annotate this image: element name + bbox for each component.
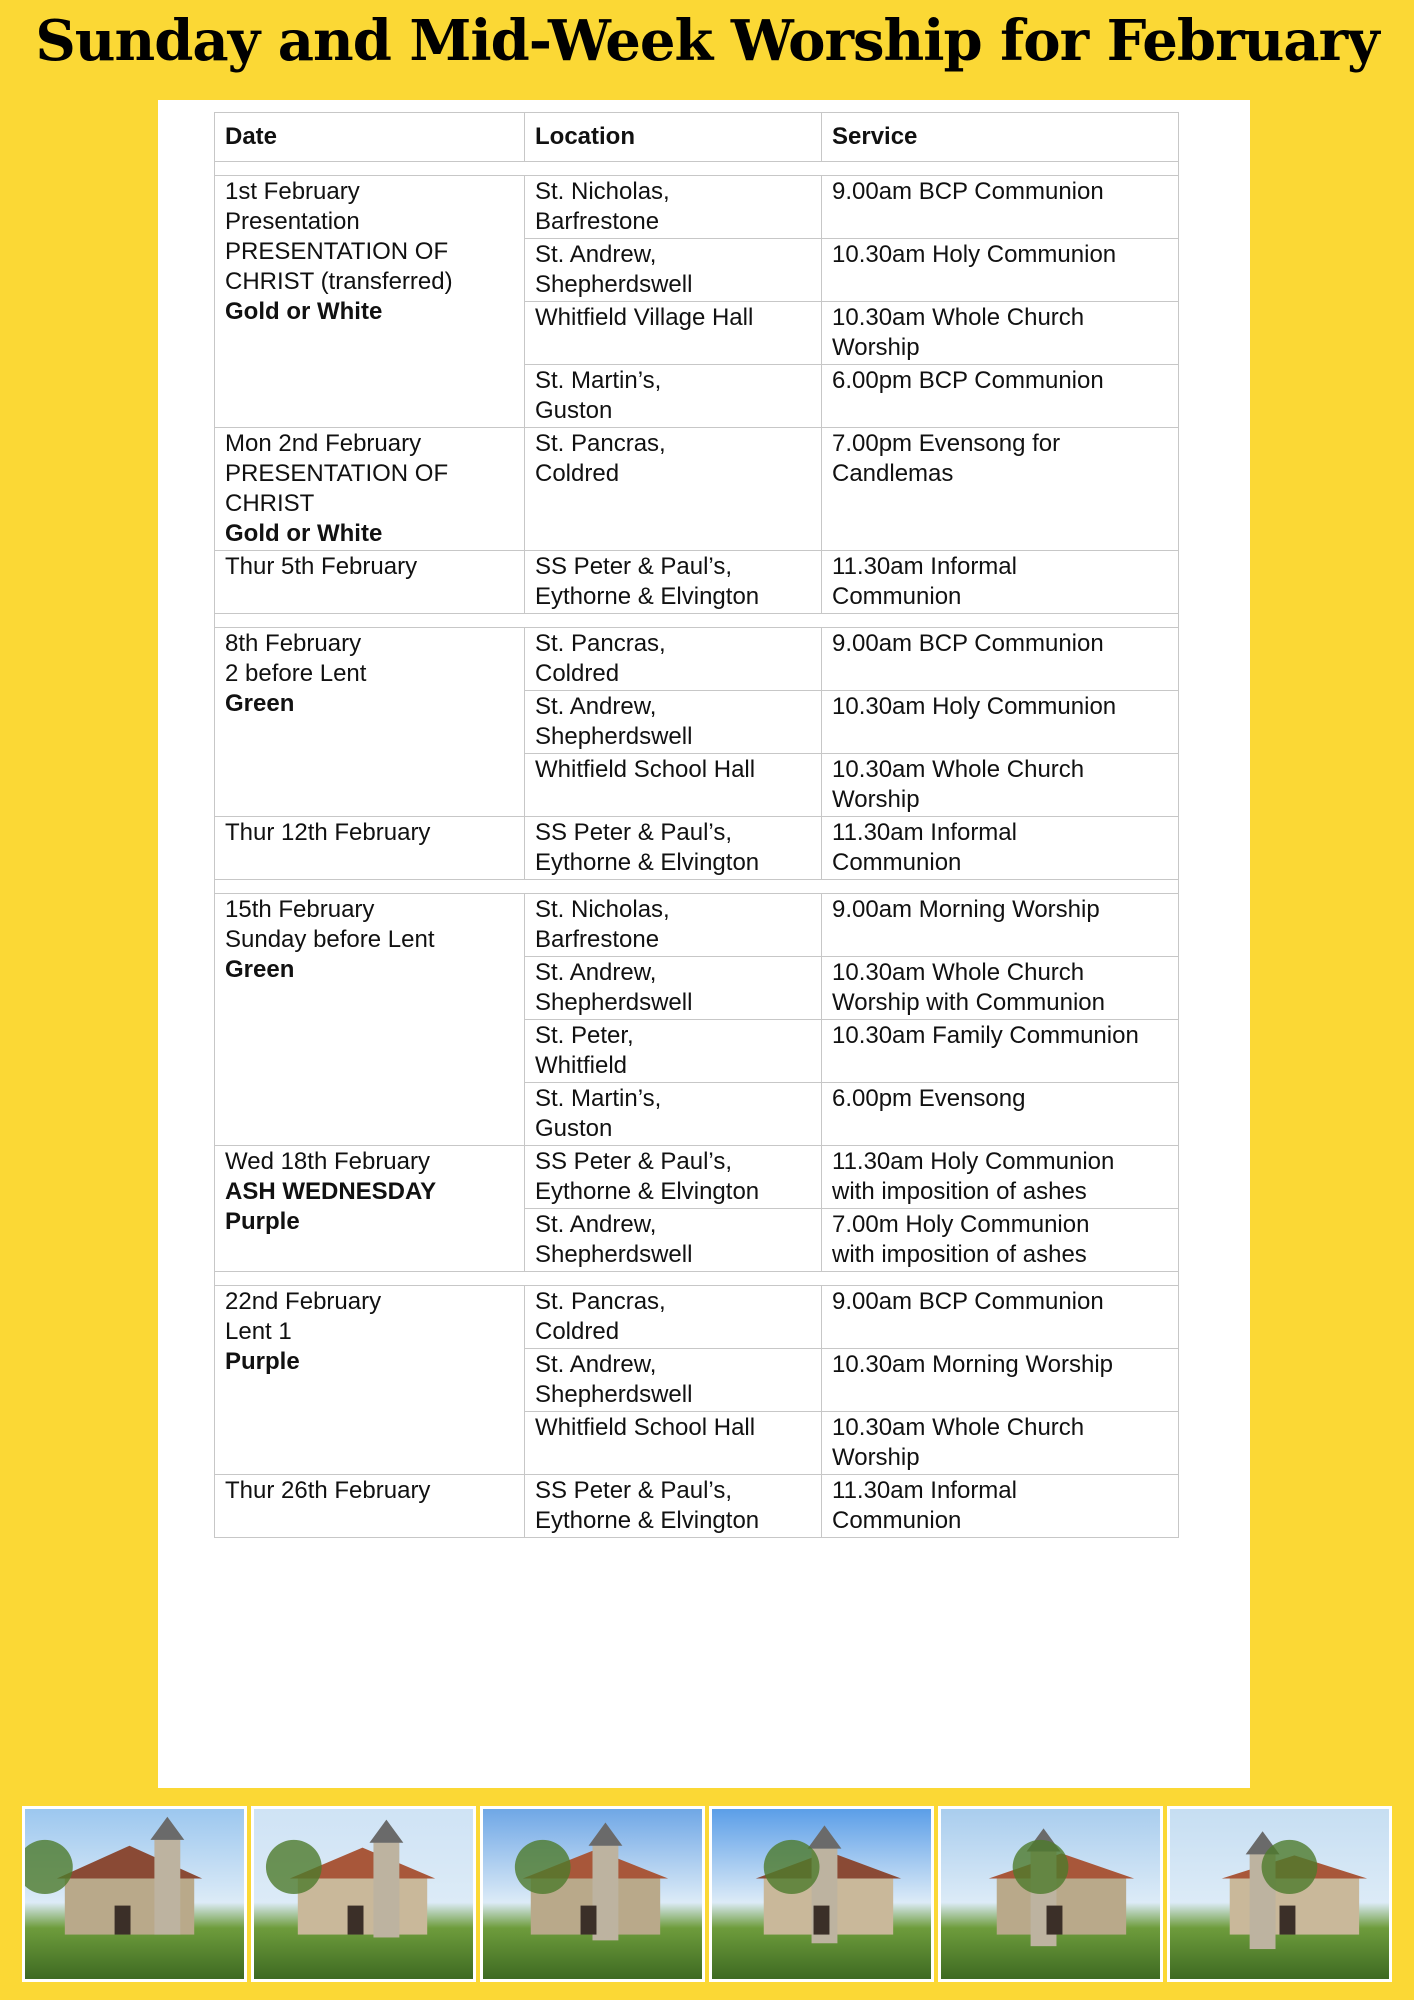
service-line: 10.30am Holy Communion bbox=[832, 241, 1117, 268]
church-illustration bbox=[254, 1809, 473, 1979]
location-cell bbox=[525, 1475, 822, 1538]
location-line: St. Nicholas, bbox=[535, 178, 670, 205]
church-photo-5 bbox=[938, 1806, 1163, 1982]
date-line: 8th February bbox=[225, 630, 362, 657]
service-line: 6.00pm Evensong bbox=[832, 1085, 1026, 1112]
church-photo-3 bbox=[480, 1806, 705, 1982]
page-title: Sunday and Mid-Week Worship for February bbox=[35, 8, 1379, 74]
service-line: 7.00m Holy Communion bbox=[832, 1211, 1090, 1238]
church-photo-4 bbox=[709, 1806, 934, 1982]
location-cell bbox=[525, 302, 822, 365]
location-cell bbox=[525, 551, 822, 614]
spacer-cell bbox=[215, 880, 1179, 894]
service-cell bbox=[822, 1209, 1179, 1272]
location-cell bbox=[525, 365, 822, 428]
service-line: with imposition of ashes bbox=[832, 1241, 1087, 1268]
location-cell bbox=[525, 957, 822, 1020]
church-door bbox=[581, 1906, 597, 1935]
location-line: Eythorne & Elvington bbox=[535, 849, 760, 876]
tree bbox=[764, 1840, 820, 1894]
spacer-cell bbox=[215, 614, 1179, 628]
schedule-row bbox=[215, 1475, 1179, 1538]
location-cell bbox=[525, 817, 822, 880]
date-line: PRESENTATION OF bbox=[225, 460, 449, 487]
spacer-row bbox=[215, 162, 1179, 176]
location-column-header: Location bbox=[525, 113, 822, 162]
location-cell bbox=[525, 1286, 822, 1349]
location-line: St. Pancras, bbox=[535, 1288, 666, 1315]
service-cell bbox=[822, 176, 1179, 239]
schedule-panel bbox=[158, 100, 1250, 1788]
location-cell bbox=[525, 1412, 822, 1475]
service-cell bbox=[822, 754, 1179, 817]
service-cell bbox=[822, 239, 1179, 302]
location-line: Barfrestone bbox=[535, 208, 660, 235]
date-cell bbox=[215, 894, 525, 1146]
location-line: St. Pancras, bbox=[535, 430, 666, 457]
date-line: PRESENTATION OF bbox=[225, 238, 449, 265]
date-line: Thur 26th February bbox=[225, 1477, 431, 1504]
location-line: Guston bbox=[535, 397, 613, 424]
location-line: Coldred bbox=[535, 1318, 620, 1345]
location-cell bbox=[525, 1146, 822, 1209]
tree bbox=[515, 1840, 571, 1894]
date-line: Sunday before Lent bbox=[225, 926, 435, 953]
service-cell bbox=[822, 628, 1179, 691]
date-line: Thur 12th February bbox=[225, 819, 431, 846]
location-line: Shepherdswell bbox=[535, 1381, 693, 1408]
spacer-row bbox=[215, 880, 1179, 894]
service-line: Worship with Communion bbox=[832, 989, 1105, 1016]
service-line: 10.30am Whole Church bbox=[832, 304, 1085, 331]
tower-spire bbox=[589, 1823, 623, 1846]
date-line: CHRIST (transferred) bbox=[225, 268, 453, 295]
tree bbox=[266, 1840, 322, 1894]
service-line: 11.30am Holy Communion bbox=[832, 1148, 1115, 1175]
service-cell bbox=[822, 1020, 1179, 1083]
service-line: 9.00am BCP Communion bbox=[832, 178, 1104, 205]
service-cell bbox=[822, 894, 1179, 957]
liturgical-colour: Gold or White bbox=[225, 520, 383, 547]
location-line: Eythorne & Elvington bbox=[535, 583, 760, 610]
tower-spire bbox=[150, 1817, 184, 1840]
location-line: Coldred bbox=[535, 460, 620, 487]
location-line: Shepherdswell bbox=[535, 723, 693, 750]
service-line: 11.30am Informal bbox=[832, 553, 1017, 580]
date-column-header: Date bbox=[215, 113, 525, 162]
service-cell bbox=[822, 365, 1179, 428]
date-cell bbox=[215, 176, 525, 428]
schedule-row bbox=[215, 817, 1179, 880]
location-line: St. Andrew, bbox=[535, 693, 657, 720]
service-cell bbox=[822, 1349, 1179, 1412]
church-tower bbox=[154, 1838, 180, 1935]
location-line: Guston bbox=[535, 1115, 613, 1142]
location-cell bbox=[525, 428, 822, 551]
date-cell bbox=[215, 628, 525, 817]
service-line: 6.00pm BCP Communion bbox=[832, 367, 1104, 394]
service-cell bbox=[822, 1412, 1179, 1475]
date-line: Lent 1 bbox=[225, 1318, 292, 1345]
location-line: St. Andrew, bbox=[535, 1351, 657, 1378]
service-cell bbox=[822, 957, 1179, 1020]
service-cell bbox=[822, 302, 1179, 365]
service-line: 9.00am BCP Communion bbox=[832, 630, 1104, 657]
location-line: St. Martin’s, bbox=[535, 1085, 662, 1112]
location-line: SS Peter & Paul’s, bbox=[535, 1477, 732, 1504]
service-cell bbox=[822, 1146, 1179, 1209]
location-line: Whitfield School Hall bbox=[535, 1414, 756, 1441]
location-cell bbox=[525, 894, 822, 957]
church-illustration bbox=[25, 1809, 244, 1979]
service-column-header: Service bbox=[822, 113, 1179, 162]
schedule-row bbox=[215, 628, 1179, 691]
schedule-row bbox=[215, 894, 1179, 957]
location-line: Whitfield School Hall bbox=[535, 756, 756, 783]
table-header-row bbox=[215, 113, 1179, 162]
service-line: Worship bbox=[832, 786, 920, 813]
church-illustration bbox=[712, 1809, 931, 1979]
worship-schedule-table bbox=[214, 112, 1179, 1538]
service-line: Communion bbox=[832, 849, 962, 876]
service-cell bbox=[822, 1083, 1179, 1146]
tree bbox=[1013, 1840, 1069, 1894]
location-line: St. Andrew, bbox=[535, 959, 657, 986]
date-line: 2 before Lent bbox=[225, 660, 367, 687]
church-door bbox=[1280, 1906, 1296, 1935]
service-line: 11.30am Informal bbox=[832, 819, 1017, 846]
church-photo-6 bbox=[1167, 1806, 1392, 1982]
service-line: Candlemas bbox=[832, 460, 954, 487]
liturgical-colour: Purple bbox=[225, 1348, 300, 1375]
location-cell bbox=[525, 754, 822, 817]
service-line: 7.00pm Evensong for bbox=[832, 430, 1061, 457]
location-line: SS Peter & Paul’s, bbox=[535, 819, 732, 846]
location-line: Shepherdswell bbox=[535, 989, 693, 1016]
liturgical-colour: Purple bbox=[225, 1208, 300, 1235]
service-cell bbox=[822, 1286, 1179, 1349]
location-cell bbox=[525, 239, 822, 302]
schedule-row bbox=[215, 1146, 1179, 1209]
date-cell bbox=[215, 1146, 525, 1272]
location-line: St. Andrew, bbox=[535, 241, 657, 268]
schedule-row bbox=[215, 176, 1179, 239]
date-line: Wed 18th February bbox=[225, 1148, 430, 1175]
service-line: 10.30am Morning Worship bbox=[832, 1351, 1114, 1378]
date-cell bbox=[215, 1286, 525, 1475]
service-cell bbox=[822, 691, 1179, 754]
date-cell bbox=[215, 428, 525, 551]
liturgical-colour: Gold or White bbox=[225, 298, 383, 325]
church-door bbox=[115, 1906, 131, 1935]
date-cell bbox=[215, 551, 525, 614]
location-cell bbox=[525, 628, 822, 691]
location-cell bbox=[525, 1083, 822, 1146]
schedule-row bbox=[215, 551, 1179, 614]
service-line: 10.30am Whole Church bbox=[832, 756, 1085, 783]
church-illustration bbox=[1170, 1809, 1389, 1979]
location-line: SS Peter & Paul’s, bbox=[535, 553, 732, 580]
tower-spire bbox=[369, 1820, 403, 1843]
church-illustration bbox=[483, 1809, 702, 1979]
church-photo-1 bbox=[22, 1806, 247, 1982]
service-line: 10.30am Holy Communion bbox=[832, 693, 1117, 720]
service-line: Worship bbox=[832, 1444, 920, 1471]
service-line: 9.00am Morning Worship bbox=[832, 896, 1100, 923]
church-door bbox=[1047, 1906, 1063, 1935]
schedule-row bbox=[215, 428, 1179, 551]
date-line: Thur 5th February bbox=[225, 553, 418, 580]
date-line: CHRIST bbox=[225, 490, 315, 517]
service-line: 10.30am Family Communion bbox=[832, 1022, 1139, 1049]
service-line: Worship bbox=[832, 334, 920, 361]
liturgical-colour: Green bbox=[225, 956, 295, 983]
date-line: Mon 2nd February bbox=[225, 430, 422, 457]
spacer-cell bbox=[215, 1272, 1179, 1286]
liturgical-colour: Green bbox=[225, 690, 295, 717]
date-line: 15th February bbox=[225, 896, 375, 923]
service-line: 10.30am Whole Church bbox=[832, 959, 1085, 986]
location-cell bbox=[525, 691, 822, 754]
location-line: Whitfield bbox=[535, 1052, 628, 1079]
location-line: St. Nicholas, bbox=[535, 896, 670, 923]
church-photo-2 bbox=[251, 1806, 476, 1982]
location-line: Coldred bbox=[535, 660, 620, 687]
location-cell bbox=[525, 1209, 822, 1272]
location-line: St. Martin’s, bbox=[535, 367, 662, 394]
spacer-row bbox=[215, 1272, 1179, 1286]
service-cell bbox=[822, 1475, 1179, 1538]
service-line: 9.00am BCP Communion bbox=[832, 1288, 1104, 1315]
church-photo-strip bbox=[22, 1806, 1392, 1982]
church-door bbox=[814, 1906, 830, 1935]
tower-spire bbox=[808, 1825, 842, 1848]
location-line: Whitfield Village Hall bbox=[535, 304, 754, 331]
observance-label: ASH WEDNESDAY bbox=[225, 1178, 437, 1205]
date-cell bbox=[215, 817, 525, 880]
service-line: Communion bbox=[832, 1507, 962, 1534]
location-cell bbox=[525, 1349, 822, 1412]
service-line: Communion bbox=[832, 583, 962, 610]
location-line: St. Peter, bbox=[535, 1022, 634, 1049]
location-line: St. Pancras, bbox=[535, 630, 666, 657]
church-door bbox=[348, 1906, 364, 1935]
service-cell bbox=[822, 817, 1179, 880]
location-line: Eythorne & Elvington bbox=[535, 1507, 760, 1534]
location-line: Shepherdswell bbox=[535, 1241, 693, 1268]
location-line: St. Andrew, bbox=[535, 1211, 657, 1238]
location-line: SS Peter & Paul’s, bbox=[535, 1148, 732, 1175]
service-cell bbox=[822, 428, 1179, 551]
date-line: Presentation bbox=[225, 208, 360, 235]
service-line: with imposition of ashes bbox=[832, 1178, 1087, 1205]
location-line: Eythorne & Elvington bbox=[535, 1178, 760, 1205]
date-line: 22nd February bbox=[225, 1288, 382, 1315]
spacer-row bbox=[215, 614, 1179, 628]
date-line: 1st February bbox=[225, 178, 360, 205]
schedule-row bbox=[215, 1286, 1179, 1349]
church-illustration bbox=[941, 1809, 1160, 1979]
church-tower bbox=[373, 1841, 399, 1938]
service-line: 11.30am Informal bbox=[832, 1477, 1017, 1504]
location-line: Barfrestone bbox=[535, 926, 660, 953]
tree bbox=[1262, 1840, 1318, 1894]
location-cell bbox=[525, 1020, 822, 1083]
location-cell bbox=[525, 176, 822, 239]
date-cell bbox=[215, 1475, 525, 1538]
church-roof bbox=[57, 1846, 202, 1879]
service-cell bbox=[822, 551, 1179, 614]
location-line: Shepherdswell bbox=[535, 271, 693, 298]
service-line: 10.30am Whole Church bbox=[832, 1414, 1085, 1441]
